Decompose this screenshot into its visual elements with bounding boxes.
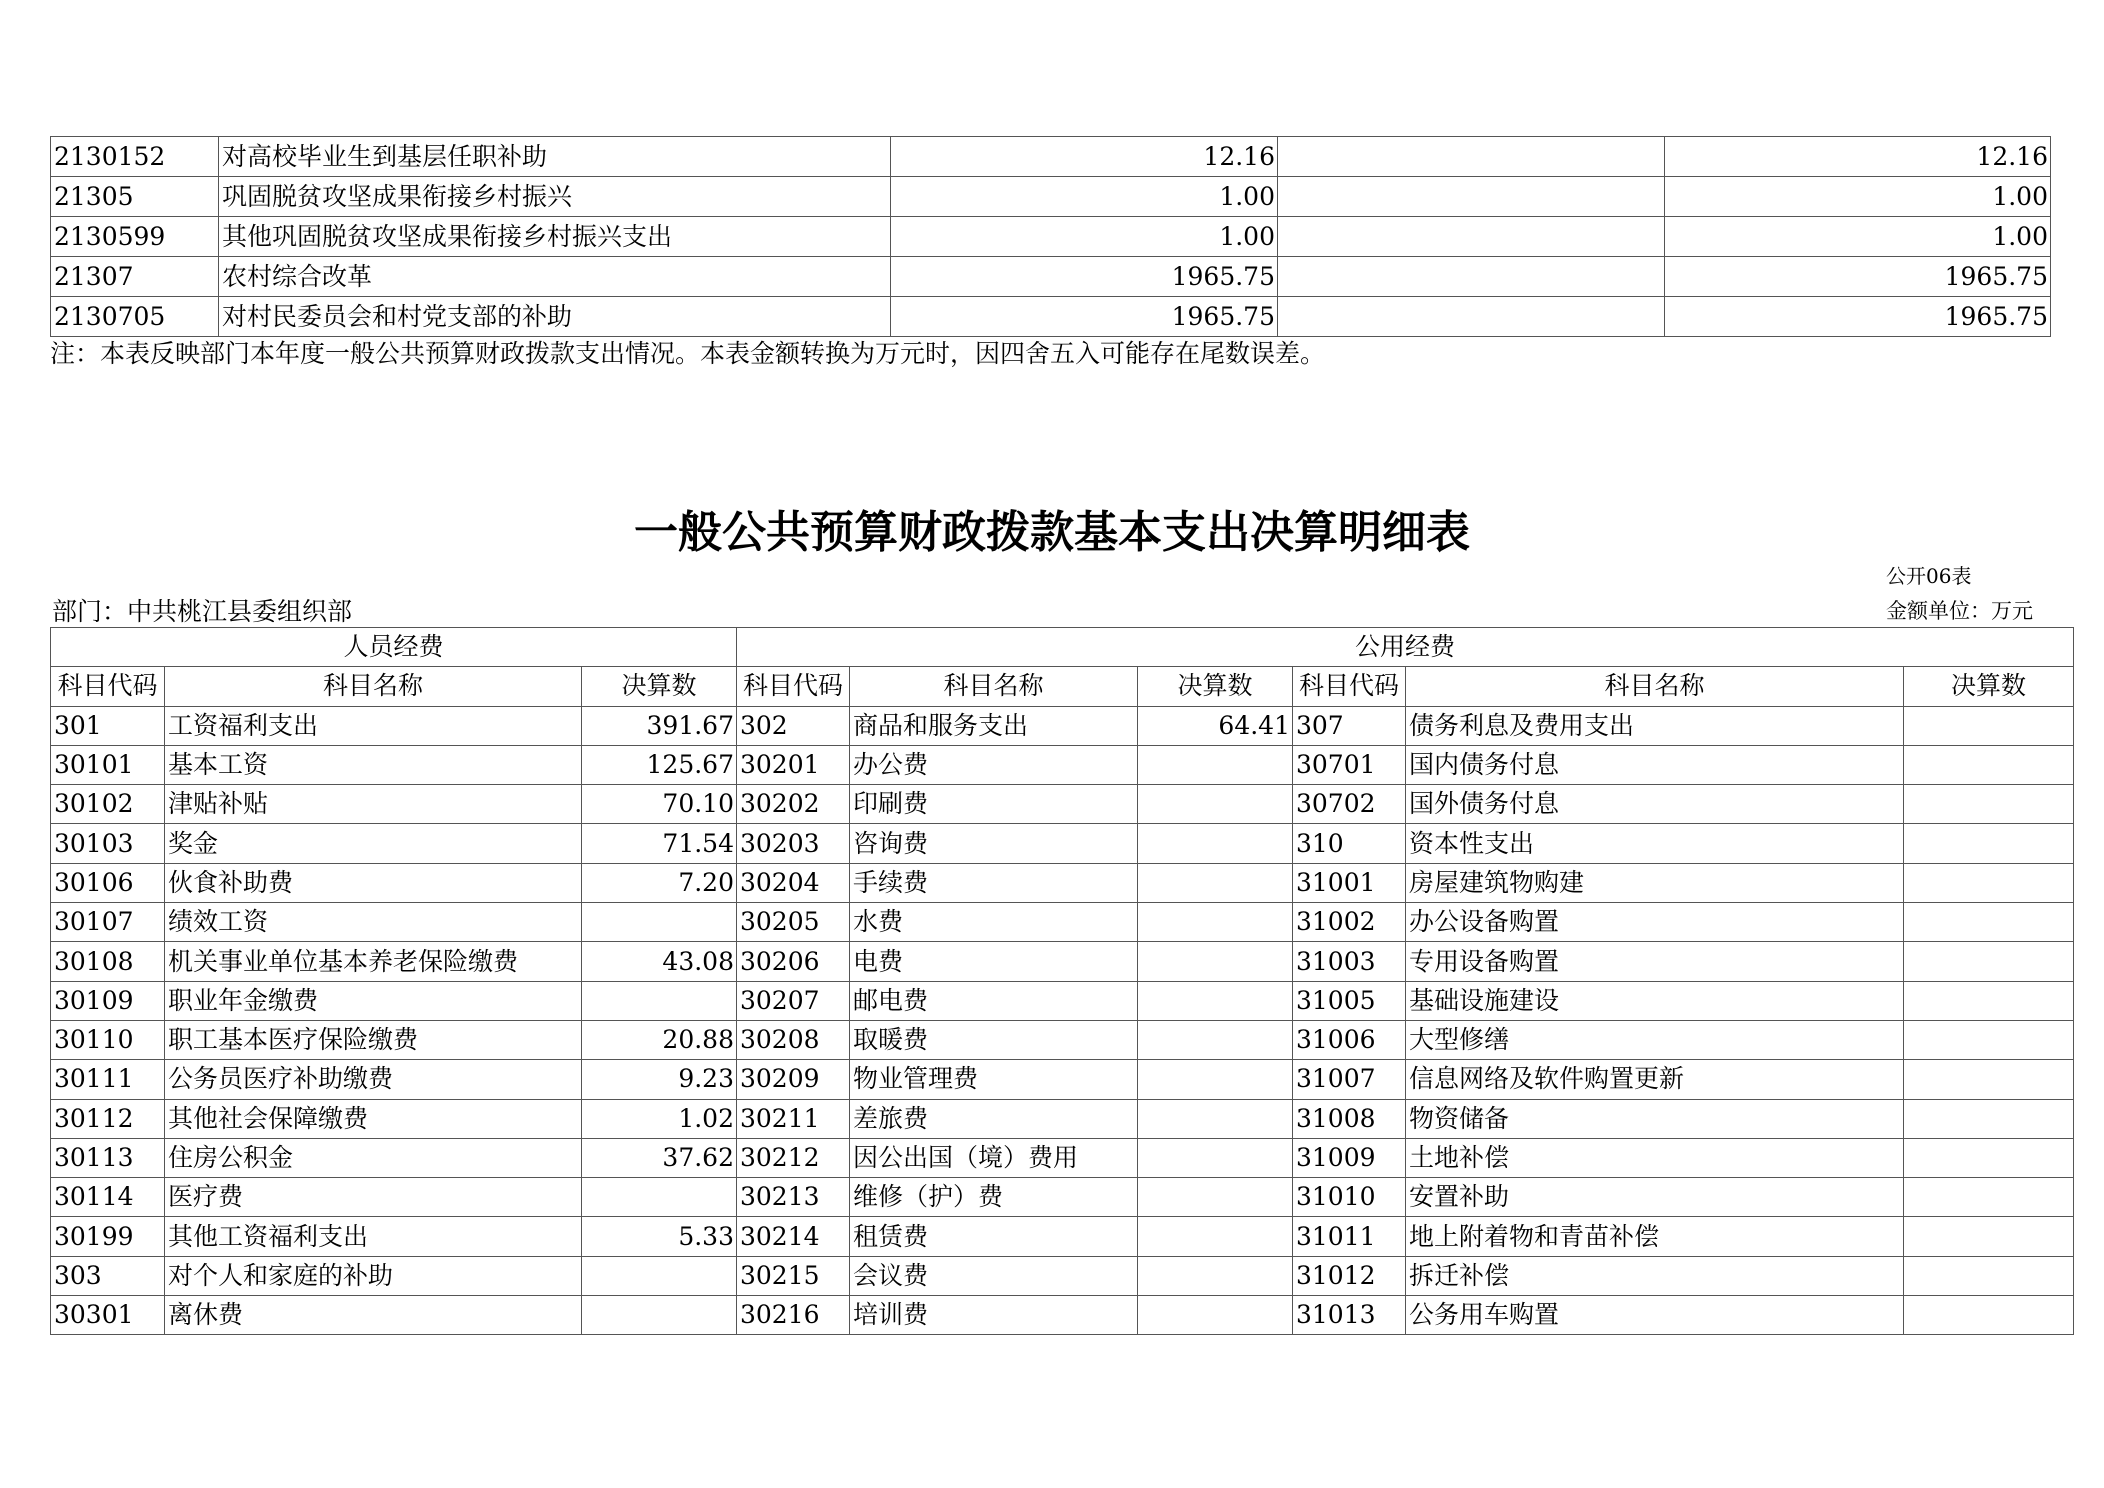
cell-name: 对高校毕业生到基层任职补助	[219, 137, 891, 177]
cell-name: 公务员医疗补助缴费	[165, 1060, 582, 1099]
table-row	[51, 1256, 2074, 1295]
cell-name: 地上附着物和青苗补偿	[1406, 1217, 1904, 1256]
table-row	[51, 1060, 2074, 1099]
cell-amount	[1278, 217, 1665, 257]
cell-amount	[582, 1296, 737, 1335]
cell-code: 30214	[737, 1217, 850, 1256]
cell-code: 30206	[737, 942, 850, 981]
cell-name: 机关事业单位基本养老保险缴费	[165, 942, 582, 981]
cell-code: 30108	[51, 942, 165, 981]
cell-name: 差旅费	[850, 1099, 1138, 1138]
cell-amount	[1904, 706, 2074, 745]
cell-code: 30204	[737, 863, 850, 902]
cell-name: 商品和服务支出	[850, 706, 1138, 745]
cell-name: 公务用车购置	[1406, 1296, 1904, 1335]
header-code: 科目代码	[737, 667, 850, 706]
table-row	[51, 745, 2074, 784]
cell-name: 住房公积金	[165, 1138, 582, 1177]
cell-amount	[1138, 942, 1293, 981]
cell-amount: 1965.75	[1665, 297, 2051, 337]
cell-code: 30111	[51, 1060, 165, 1099]
cell-amount	[1904, 1217, 2074, 1256]
cell-name: 土地补偿	[1406, 1138, 1904, 1177]
cell-amount	[1278, 257, 1665, 297]
header-name: 科目名称	[1406, 667, 1904, 706]
cell-code: 30103	[51, 824, 165, 863]
cell-code: 30201	[737, 745, 850, 784]
cell-amount: 1965.75	[1665, 257, 2051, 297]
cell-amount: 7.20	[582, 863, 737, 902]
cell-amount	[1904, 1256, 2074, 1295]
cell-code: 30209	[737, 1060, 850, 1099]
cell-code: 30211	[737, 1099, 850, 1138]
header-amount: 决算数	[1904, 667, 2074, 706]
cell-name: 债务利息及费用支出	[1406, 706, 1904, 745]
cell-code: 2130705	[51, 297, 219, 337]
cell-name: 伙食补助费	[165, 863, 582, 902]
cell-amount	[582, 903, 737, 942]
cell-code: 30213	[737, 1178, 850, 1217]
cell-code: 2130152	[51, 137, 219, 177]
cell-code: 31009	[1293, 1138, 1406, 1177]
cell-amount	[1904, 1138, 2074, 1177]
cell-code: 31003	[1293, 942, 1406, 981]
cell-code: 30202	[737, 785, 850, 824]
cell-code: 31005	[1293, 981, 1406, 1020]
cell-name: 奖金	[165, 824, 582, 863]
cell-code: 31002	[1293, 903, 1406, 942]
cell-amount: 43.08	[582, 942, 737, 981]
top-expenditure-table	[50, 136, 2051, 337]
cell-code: 21305	[51, 177, 219, 217]
cell-name: 医疗费	[165, 1178, 582, 1217]
table-row	[51, 942, 2074, 981]
cell-amount	[1138, 1138, 1293, 1177]
table-row	[51, 1178, 2074, 1217]
cell-code: 31013	[1293, 1296, 1406, 1335]
table-row	[51, 824, 2074, 863]
cell-name: 邮电费	[850, 981, 1138, 1020]
group-public: 公用经费	[737, 628, 2074, 667]
cell-name: 安置补助	[1406, 1178, 1904, 1217]
cell-name: 专用设备购置	[1406, 942, 1904, 981]
cell-amount: 12.16	[891, 137, 1278, 177]
group-header-row	[51, 628, 2074, 667]
cell-name: 对个人和家庭的补助	[165, 1256, 582, 1295]
table-row	[51, 785, 2074, 824]
cell-code: 31011	[1293, 1217, 1406, 1256]
cell-code: 2130599	[51, 217, 219, 257]
cell-amount	[1138, 1099, 1293, 1138]
cell-code: 30112	[51, 1099, 165, 1138]
cell-code: 30106	[51, 863, 165, 902]
cell-name: 工资福利支出	[165, 706, 582, 745]
cell-code: 31010	[1293, 1178, 1406, 1217]
cell-amount: 12.16	[1665, 137, 2051, 177]
cell-name: 离休费	[165, 1296, 582, 1335]
cell-amount	[1904, 942, 2074, 981]
form-number: 公开06表	[1886, 564, 1972, 588]
cell-name: 其他工资福利支出	[165, 1217, 582, 1256]
cell-name: 对村民委员会和村党支部的补助	[219, 297, 891, 337]
amount-unit: 金额单位：万元	[1886, 599, 2033, 623]
cell-amount	[1904, 981, 2074, 1020]
cell-name: 办公设备购置	[1406, 903, 1904, 942]
cell-name: 其他巩固脱贫攻坚成果衔接乡村振兴支出	[219, 217, 891, 257]
cell-amount	[1138, 1060, 1293, 1099]
cell-code: 30205	[737, 903, 850, 942]
cell-code: 30215	[737, 1256, 850, 1295]
cell-code: 31007	[1293, 1060, 1406, 1099]
cell-name: 基础设施建设	[1406, 981, 1904, 1020]
cell-name: 手续费	[850, 863, 1138, 902]
cell-name: 房屋建筑物购建	[1406, 863, 1904, 902]
cell-name: 绩效工资	[165, 903, 582, 942]
cell-amount	[1904, 785, 2074, 824]
cell-amount	[1904, 1020, 2074, 1059]
cell-amount: 9.23	[582, 1060, 737, 1099]
cell-amount: 1.00	[1665, 177, 2051, 217]
cell-code: 310	[1293, 824, 1406, 863]
table-note: 注：本表反映部门本年度一般公共预算财政拨款支出情况。本表金额转换为万元时，因四舍五入可能存在尾数误差。	[50, 339, 1326, 368]
cell-amount	[1138, 1296, 1293, 1335]
cell-amount: 1965.75	[891, 297, 1278, 337]
cell-code: 31001	[1293, 863, 1406, 902]
cell-name: 办公费	[850, 745, 1138, 784]
cell-amount: 70.10	[582, 785, 737, 824]
cell-amount: 1.02	[582, 1099, 737, 1138]
cell-name: 印刷费	[850, 785, 1138, 824]
header-code: 科目代码	[51, 667, 165, 706]
header-amount: 决算数	[582, 667, 737, 706]
cell-name: 培训费	[850, 1296, 1138, 1335]
table-row	[51, 1099, 2074, 1138]
cell-code: 30701	[1293, 745, 1406, 784]
cell-amount	[1904, 1296, 2074, 1335]
cell-code: 30216	[737, 1296, 850, 1335]
cell-amount	[1138, 745, 1293, 784]
table-row	[51, 1296, 2074, 1335]
cell-amount	[1138, 903, 1293, 942]
cell-code: 307	[1293, 706, 1406, 745]
cell-amount: 20.88	[582, 1020, 737, 1059]
cell-code: 30207	[737, 981, 850, 1020]
cell-code: 31008	[1293, 1099, 1406, 1138]
cell-name: 会议费	[850, 1256, 1138, 1295]
cell-amount	[1138, 824, 1293, 863]
cell-amount	[1904, 903, 2074, 942]
cell-amount	[1138, 1217, 1293, 1256]
cell-amount	[1904, 1099, 2074, 1138]
cell-name: 资本性支出	[1406, 824, 1904, 863]
cell-code: 30702	[1293, 785, 1406, 824]
cell-code: 30110	[51, 1020, 165, 1059]
table-row	[51, 1217, 2074, 1256]
cell-amount	[1278, 177, 1665, 217]
cell-name: 基本工资	[165, 745, 582, 784]
header-code: 科目代码	[1293, 667, 1406, 706]
table-row	[51, 1138, 2074, 1177]
cell-amount: 1.00	[891, 177, 1278, 217]
cell-amount: 1.00	[1665, 217, 2051, 257]
cell-amount	[1138, 1020, 1293, 1059]
cell-amount	[1138, 785, 1293, 824]
cell-amount	[1904, 1178, 2074, 1217]
cell-name: 取暖费	[850, 1020, 1138, 1059]
table-row	[51, 217, 2051, 257]
cell-amount	[1904, 1060, 2074, 1099]
cell-name: 国外债务付息	[1406, 785, 1904, 824]
page-title: 一般公共预算财政拨款基本支出决算明细表	[634, 507, 1470, 558]
cell-code: 302	[737, 706, 850, 745]
cell-name: 津贴补贴	[165, 785, 582, 824]
cell-amount: 125.67	[582, 745, 737, 784]
cell-name: 物业管理费	[850, 1060, 1138, 1099]
table-row	[51, 137, 2051, 177]
cell-name: 职业年金缴费	[165, 981, 582, 1020]
cell-name: 信息网络及软件购置更新	[1406, 1060, 1904, 1099]
cell-code: 30114	[51, 1178, 165, 1217]
table-row	[51, 1020, 2074, 1059]
group-personnel: 人员经费	[51, 628, 737, 667]
cell-name: 巩固脱贫攻坚成果衔接乡村振兴	[219, 177, 891, 217]
column-header-row	[51, 667, 2074, 706]
cell-code: 31006	[1293, 1020, 1406, 1059]
header-name: 科目名称	[850, 667, 1138, 706]
cell-amount: 64.41	[1138, 706, 1293, 745]
cell-amount	[1904, 745, 2074, 784]
basic-expenditure-table	[50, 627, 2074, 1335]
cell-code: 301	[51, 706, 165, 745]
cell-amount	[1904, 863, 2074, 902]
cell-code: 31012	[1293, 1256, 1406, 1295]
cell-amount	[1904, 824, 2074, 863]
cell-amount	[582, 981, 737, 1020]
cell-amount	[582, 1178, 737, 1217]
cell-name: 维修（护）费	[850, 1178, 1138, 1217]
cell-name: 国内债务付息	[1406, 745, 1904, 784]
cell-amount: 1.00	[891, 217, 1278, 257]
cell-amount	[1138, 1256, 1293, 1295]
cell-name: 物资储备	[1406, 1099, 1904, 1138]
cell-code: 30208	[737, 1020, 850, 1059]
table-row	[51, 257, 2051, 297]
cell-code: 21307	[51, 257, 219, 297]
cell-code: 30212	[737, 1138, 850, 1177]
cell-code: 30107	[51, 903, 165, 942]
cell-name: 其他社会保障缴费	[165, 1099, 582, 1138]
header-amount: 决算数	[1138, 667, 1293, 706]
cell-code: 30109	[51, 981, 165, 1020]
table-row	[51, 903, 2074, 942]
cell-code: 30102	[51, 785, 165, 824]
cell-name: 水费	[850, 903, 1138, 942]
table-row	[51, 863, 2074, 902]
table-row	[51, 297, 2051, 337]
cell-amount	[582, 1256, 737, 1295]
table-row	[51, 981, 2074, 1020]
cell-name: 大型修缮	[1406, 1020, 1904, 1059]
cell-name: 因公出国（境）费用	[850, 1138, 1138, 1177]
cell-amount	[1138, 1178, 1293, 1217]
cell-name: 电费	[850, 942, 1138, 981]
cell-amount	[1278, 137, 1665, 177]
cell-amount: 37.62	[582, 1138, 737, 1177]
cell-amount	[1138, 981, 1293, 1020]
cell-code: 30113	[51, 1138, 165, 1177]
cell-name: 租赁费	[850, 1217, 1138, 1256]
cell-amount: 1965.75	[891, 257, 1278, 297]
cell-name: 咨询费	[850, 824, 1138, 863]
cell-code: 30301	[51, 1296, 165, 1335]
cell-code: 30203	[737, 824, 850, 863]
header-name: 科目名称	[165, 667, 582, 706]
cell-name: 农村综合改革	[219, 257, 891, 297]
table-row	[51, 177, 2051, 217]
cell-name: 职工基本医疗保险缴费	[165, 1020, 582, 1059]
cell-code: 303	[51, 1256, 165, 1295]
cell-amount	[1138, 863, 1293, 902]
department-label: 部门：中共桃江县委组织部	[52, 597, 353, 626]
cell-code: 30199	[51, 1217, 165, 1256]
cell-amount: 71.54	[582, 824, 737, 863]
cell-code: 30101	[51, 745, 165, 784]
cell-name: 拆迁补偿	[1406, 1256, 1904, 1295]
cell-amount	[1278, 297, 1665, 337]
cell-amount: 391.67	[582, 706, 737, 745]
cell-amount: 5.33	[582, 1217, 737, 1256]
table-row	[51, 706, 2074, 745]
